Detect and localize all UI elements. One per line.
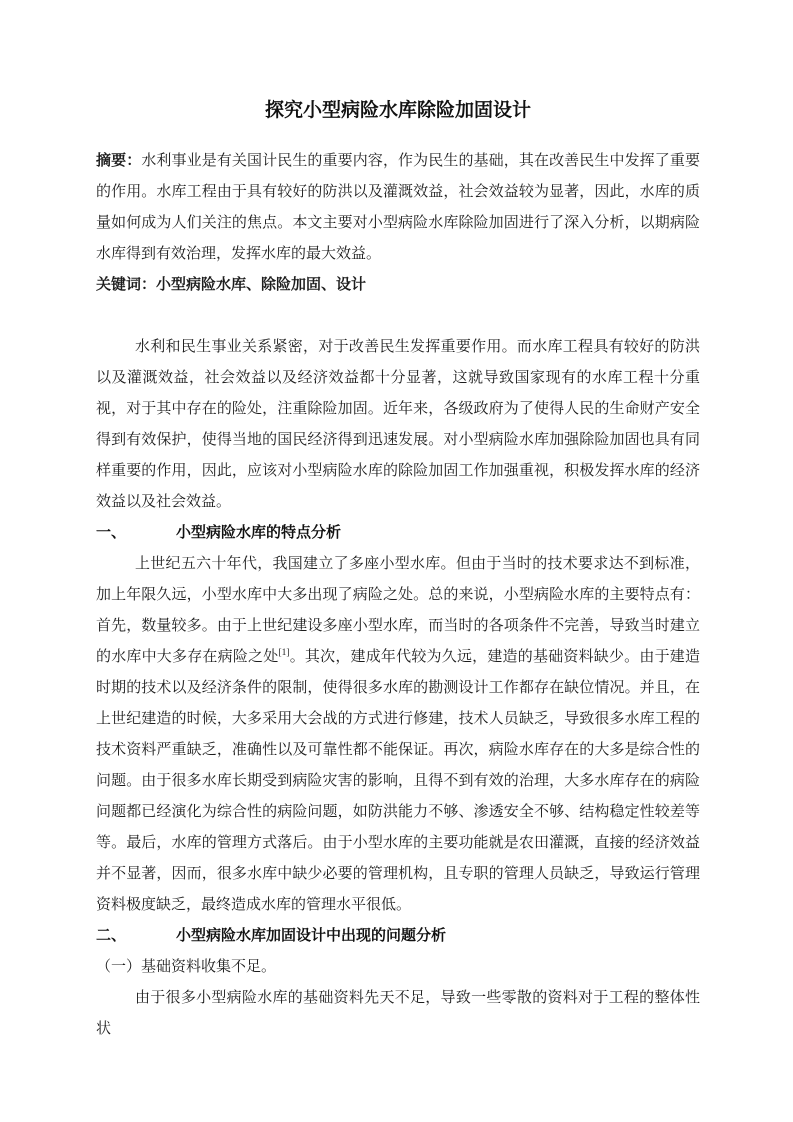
abstract-text: 水利事业是有关国计民生的重要内容，作为民生的基础，其在改善民生中发挥了重要的作用。水库工程由于具有较好的防洪以及灌溉效益，社会效益较为显著，因此，水库的质量如何成为人们关注的焦点。本文主要对小型病险水库除险加固进行了深入分析，以期病险水库得到有效治理，发挥水库的最大效益。 (96, 153, 700, 262)
section-2-heading (96, 921, 700, 952)
section-1-heading (96, 518, 700, 549)
document-title: 探究小型病险水库除险加固设计 (264, 100, 531, 121)
abstract-paragraph (96, 146, 700, 270)
keywords-text: 小型病险水库、除险加固、设计 (156, 277, 367, 293)
abstract-label: 摘要： (96, 153, 142, 169)
section-1-body-paragraph (96, 549, 700, 921)
section-2-title: 小型病险水库加固设计中出现的问题分析 (176, 928, 447, 944)
keywords-label: 关键词： (96, 277, 157, 293)
blank-line-spacer (96, 301, 700, 332)
keywords-line (96, 270, 700, 301)
intro-paragraph: 水利和民生事业关系紧密，对于改善民生发挥重要作用。而水库工程具有较好的防洪以及灌溉效益，社会效益以及经济效益都十分显著，这就导致国家现有的水库工程十分重视，对于其中存在的险处，注重除险加固。近年来，各级政府为了使得人民的生命财产安全得到有效保护，使得当地的国民经济得到迅速发展。对小型病险水库加强除险加固也具有同样重要的作用，因此，应该对小型病险水库的除险加固工作加强重视，积极发挥水库的经济效益以及社会效益。 (96, 339, 700, 510)
section-1-text-before-ref: 上世纪五六十年代，我国建立了多座小型水库。但由于当时的技术要求达不到标准，加上年限久远，小型水库中大多出现了病险之处。总的来说，小型病险水库的主要特点有：首先，数量较多。由于上世纪建设多座小型水库，而当时的各项条件不完善，导致当时建立的水库中大多存在病险之处 (96, 556, 700, 665)
reference-1-marker: [1] (278, 648, 290, 658)
subsection-1-title-line: （一）基础资料收集不足。 (96, 959, 277, 975)
section-2-number: 二、 (96, 928, 127, 944)
section-1-text-after-ref: 。其次，建成年代较为久远，建造的基础资料缺少。由于建造时期的技术以及经济条件的限制，使得很多水库的勘测设计工作都存在缺位情况。并且，在上世纪建造的时候，大多采用大会战的方式进行修建，技术人员缺乏，导致很多水库工程的技术资料严重缺乏，准确性以及可靠性都不能保证。再次，病险水库存在的大多是综合性的问题。由于很多水库长期受到病险灾害的影响，且得不到有效的治理，大多水库存在的病险问题都已经演化为综合性的病险问题，如防洪能力不够、渗透安全不够、结构稳定性较差等等。最后，水库的管理方式落后。由于小型水库的主要功能就是农田灌溉，直接的经济效益并不显著，因而，很多水库中缺少必要的管理机构，且专职的管理人员缺乏，导致运行管理资料极度缺乏，最终造成水库的管理水平很低。 (96, 649, 700, 913)
subsection-1-body-paragraph: 由于很多小型病险水库的基础资料先天不足，导致一些零散的资料对于工程的整体性状 (96, 990, 700, 1037)
section-1-number: 一、 (96, 525, 127, 541)
section-1-title: 小型病险水库的特点分析 (176, 525, 342, 541)
